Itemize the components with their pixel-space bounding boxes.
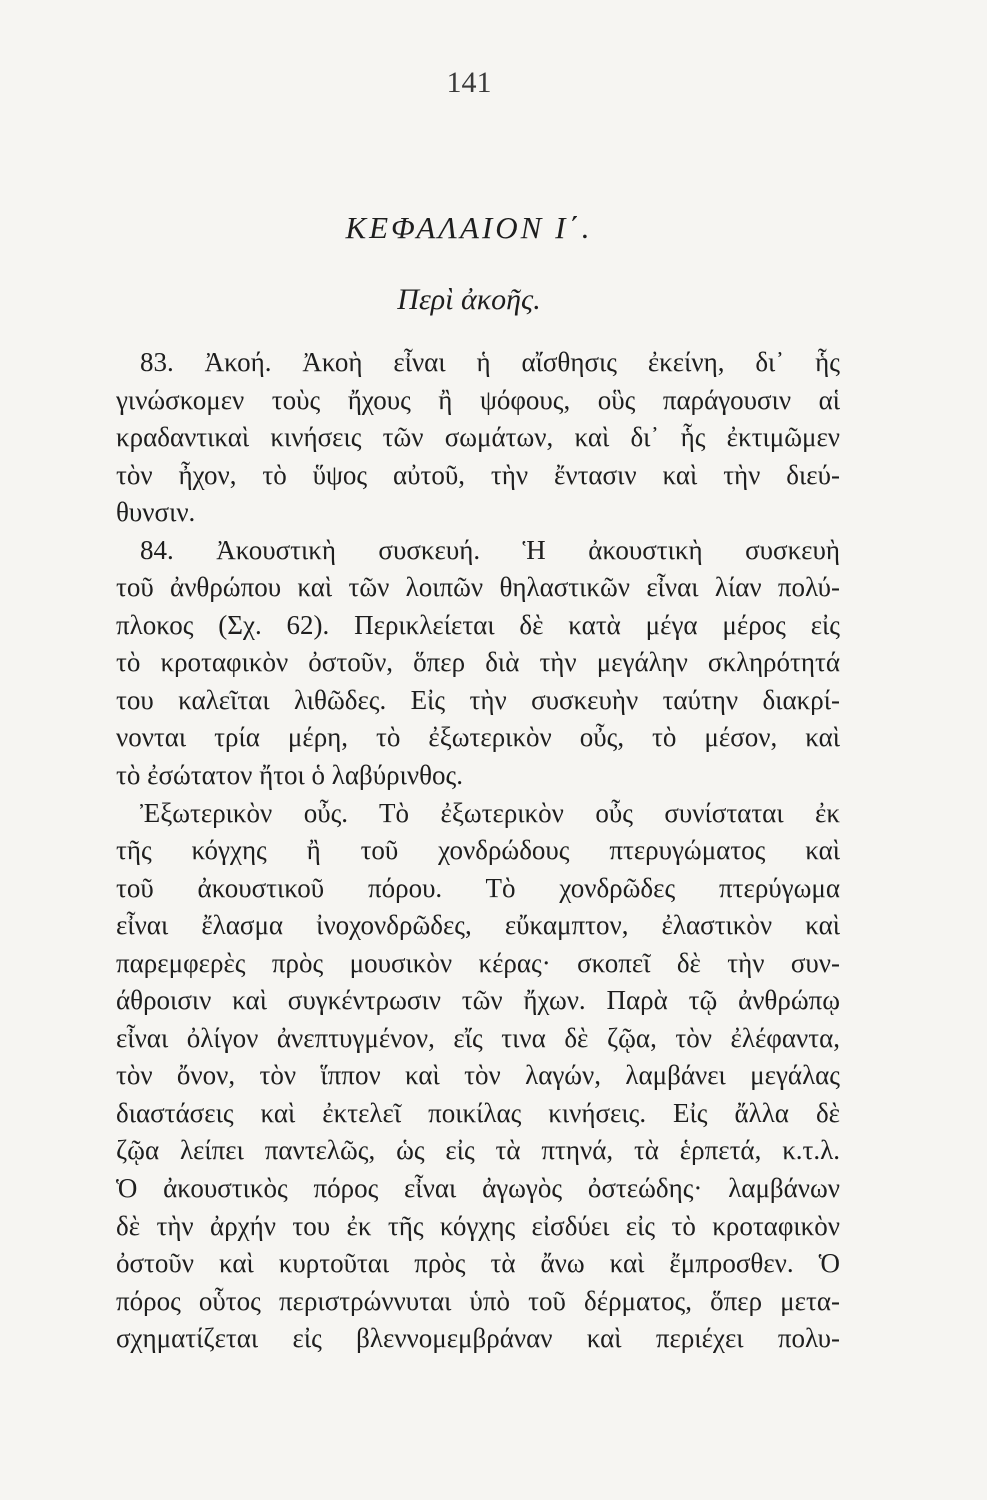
text-line: τῆς κόγχης ἢ τοῦ χονδρώδους πτερυγώματος καὶ <box>116 835 840 866</box>
page-number: 141 <box>446 66 492 99</box>
text-line: τὸ ἐσώτατον ἤτοι ὁ λαβύρινθος. <box>116 760 463 791</box>
text-line: σχηματίζεται εἰς βλεννομεμβράναν καὶ περιέχει πολυ- <box>116 1323 840 1354</box>
text-line: τοῦ ἀκουστικοῦ πόρου. Τὸ χονδρῶδες πτερύγωμα <box>116 872 840 903</box>
text-line: κραδαντικαὶ κινήσεις τῶν σωμάτων, καὶ δι᾽ ἧς ἐκτιμῶμεν <box>116 422 840 453</box>
text-line: θυνσιν. <box>116 497 196 528</box>
text-line: νονται τρία μέρη, τὸ ἐξωτερικὸν οὖς, τὸ μέσον, καὶ <box>116 722 840 753</box>
text-line: 84. Ἀκουστικὴ συσκευή. Ἡ ἀκουστικὴ συσκευὴ <box>140 534 840 565</box>
text-line: Ὁ ἀκουστικὸς πόρος εἶναι ἀγωγὸς ὀστεώδης· λαμβάνων <box>116 1173 840 1204</box>
text-line: διαστάσεις καὶ ἐκτελεῖ ποικίλας κινήσεις. Εἰς ἄλλα δὲ <box>116 1097 840 1128</box>
chapter-title: ΚΕΦΑΛΑΙΟΝ Ι΄. <box>345 210 593 245</box>
text-line: πλοκος (Σχ. 62). Περικλείεται δὲ κατὰ μέγα μέρος εἰς <box>116 609 840 640</box>
text-line: τοῦ ἀνθρώπου καὶ τῶν λοιπῶν θηλαστικῶν εἶναι λίαν πολύ- <box>116 572 840 603</box>
section-title: Περὶ ἀκοῆς. <box>397 283 541 316</box>
text-line: τὸν ἦχον, τὸ ὕψος αὐτοῦ, τὴν ἔντασιν καὶ τὴν διεύ- <box>116 459 840 490</box>
text-line: τὸ κροταφικὸν ὀστοῦν, ὅπερ διὰ τὴν μεγάλην σκληρότητά <box>116 647 840 678</box>
text-line: εἶναι ἔλασμα ἰνοχονδρῶδες, εὔκαμπτον, ἐλαστικὸν καὶ <box>116 910 840 941</box>
text-line: πόρος οὗτος περιστρώννυται ὑπὸ τοῦ δέρματος, ὅπερ μετα- <box>116 1285 840 1316</box>
text-line: γινώσκομεν τοὺς ἤχους ἢ ψόφους, οὓς παράγουσιν αἱ <box>116 384 840 415</box>
text-line: εἶναι ὀλίγον ἀνεπτυγμένον, εἴς τινα δὲ ζῷα, τὸν ἐλέφαντα, <box>116 1022 840 1053</box>
text-line: ζῷα λείπει παντελῶς, ὡς εἰς τὰ πτηνά, τὰ ἑρπετά, κ.τ.λ. <box>116 1135 840 1166</box>
text-line: άθροισιν καὶ συγκέντρωσιν τῶν ἤχων. Παρὰ τῷ ἀνθρώπῳ <box>116 985 840 1016</box>
text-line: παρεμφερὲς πρὸς μουσικὸν κέρας· σκοπεῖ δὲ τὴν συν- <box>116 947 840 978</box>
text-line: Ἐξωτερικὸν οὖς. Τὸ ἐξωτερικὸν οὖς συνίσταται ἐκ <box>140 797 840 828</box>
text-line: ὀστοῦν καὶ κυρτοῦται πρὸς τὰ ἄνω καὶ ἔμπροσθεν. Ὁ <box>116 1248 840 1279</box>
body-text <box>116 344 840 1358</box>
text-line: δὲ τὴν ἀρχήν του ἐκ τῆς κόγχης εἰσδύει εἰς τὸ κροταφικὸν <box>116 1210 840 1241</box>
text-line: τὸν ὄνον, τὸν ἵππον καὶ τὸν λαγών, λαμβάνει μεγάλας <box>116 1060 840 1091</box>
text-line: 83. Ἀκοή. Ἀκοὴ εἶναι ἡ αἴσθησις ἐκείνη, δι᾽ ἧς <box>140 347 840 377</box>
text-line: του καλεῖται λιθῶδες. Εἰς τὴν συσκευὴν ταύτην διακρί- <box>116 684 840 715</box>
